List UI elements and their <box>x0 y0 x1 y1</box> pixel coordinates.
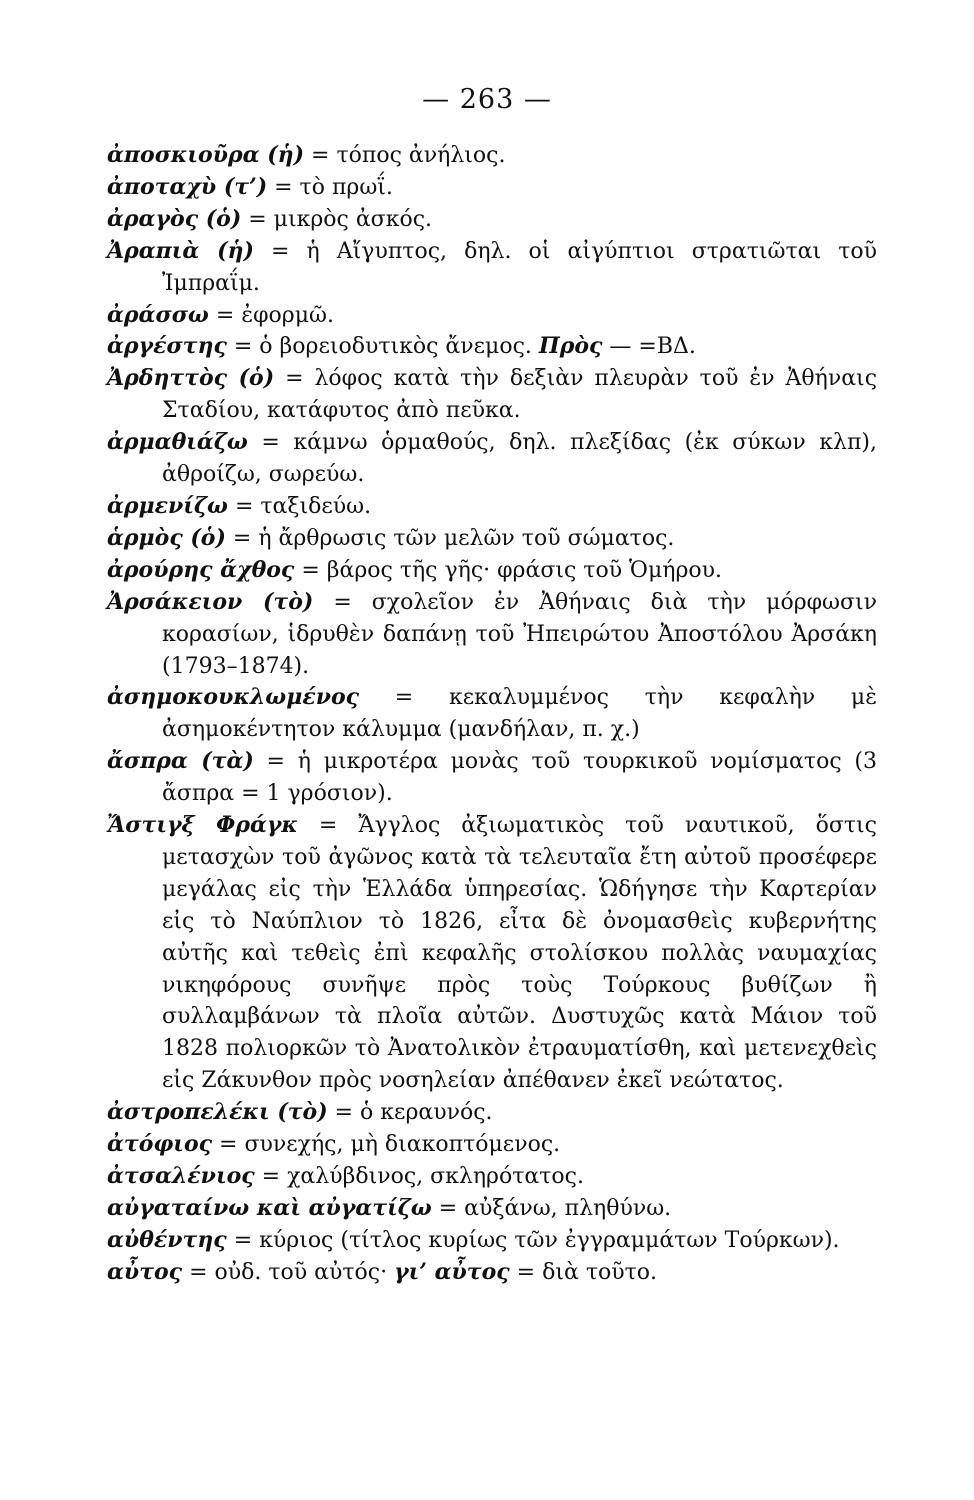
dictionary-entry <box>107 363 877 427</box>
dictionary-entry <box>107 555 877 587</box>
headword: ἀρμαθιάζω <box>107 429 248 456</box>
page-number: — 263 — <box>422 84 552 115</box>
definition: = τὸ πρωΐ. <box>274 174 393 200</box>
dictionary-entry <box>107 1129 877 1161</box>
definition: = σχολεῖον ἐν Ἀθήναις διὰ τὴν μόρφωσιν κορασίων, ἱδρυθὲν δαπάνῃ τοῦ Ἠπειρώτου Ἀποστόλου Ἀρσάκη (1793–1874). <box>162 589 877 679</box>
dictionary-entry <box>107 300 877 332</box>
headword: ἀρούρης ἄχθος <box>107 556 295 583</box>
dictionary-entry <box>107 172 877 204</box>
definition: = κάμνω ὁρμαθούς, δηλ. πλεξίδας (ἐκ σύκων κλπ), ἀθροίζω, σωρεύω. <box>162 430 877 488</box>
definition: = ταξιδεύω. <box>234 493 372 519</box>
dictionary-entries <box>107 140 877 1289</box>
headword: ἁρμὸς (ὁ) <box>107 524 226 551</box>
dictionary-entry <box>107 491 877 523</box>
definition: = αὐξάνω, πληθύνω. <box>438 1195 672 1221</box>
dictionary-entry <box>107 810 877 1097</box>
headword: ἄσπρα (τὰ) <box>107 748 254 775</box>
dictionary-entry <box>107 682 877 746</box>
dictionary-entry <box>107 1257 877 1289</box>
definition: = ὁ βορειοδυτικὸς ἄνεμος. <box>233 334 532 360</box>
definition: = χαλύβδινος, σκληρότατος. <box>261 1164 584 1189</box>
definition: = τόπος ἀνήλιος. <box>311 143 506 168</box>
definition: = κύριος (τίτλος κυρίως τῶν ἐγγραμμάτων Τούρκων). <box>233 1227 840 1253</box>
sub-definition: — =ΒΔ. <box>609 334 696 360</box>
definition: = κεκαλυμμένος τὴν κεφαλὴν μὲ ἀσημοκέντητον κάλυμμα (μανδήλαν, π. χ.) <box>162 685 877 743</box>
headword: ἀποσκιοῦρα (ἡ) <box>107 142 305 168</box>
dictionary-entry <box>107 204 877 236</box>
sub-headword: Πρὸς <box>538 333 603 360</box>
dictionary-entry <box>107 1161 877 1193</box>
headword: ἀτσαλένιος <box>107 1163 255 1189</box>
headword: ἀποταχὺ (τ’) <box>107 173 268 200</box>
definition: = συνεχής, μὴ διακοπτόμενος. <box>219 1132 561 1158</box>
headword: Ἀρδηττὸς (ὁ) <box>107 365 275 392</box>
headword: ἀτόφιος <box>107 1131 213 1158</box>
definition: = ἡ ἄρθρωσις τῶν μελῶν τοῦ σώματος. <box>232 525 675 551</box>
headword: αὐγαταίνω καὶ αὐγατίζω <box>107 1194 432 1221</box>
definition: = οὐδ. τοῦ αὐτός· <box>189 1259 388 1285</box>
dictionary-entry <box>107 523 877 555</box>
definition: = ἐφορμῶ. <box>215 302 334 328</box>
headword: αὖτος <box>107 1258 183 1285</box>
definition: = μικρὸς ἀσκός. <box>248 206 433 232</box>
dictionary-entry <box>107 331 877 363</box>
dictionary-entry <box>107 746 877 810</box>
dictionary-entry <box>107 236 877 300</box>
headword: Ἀρσάκειον (τὸ) <box>107 588 314 615</box>
headword: ἀράσσω <box>107 301 209 328</box>
definition: = λόφος κατὰ τὴν δεξιὰν πλευρὰν τοῦ ἐν Ἀθήναις Σταδίου, κατάφυτος ἀπὸ πεῦκα. <box>162 366 878 424</box>
sub-headword: γι’ αὖτος <box>394 1258 510 1285</box>
definition: = βάρος τῆς γῆς· φράσις τοῦ Ὁμήρου. <box>301 557 722 583</box>
headword: ἀραγὸς (ὁ) <box>107 205 242 232</box>
dictionary-entry <box>107 587 877 683</box>
definition: = Ἄγγλος ἀξιωματικὸς τοῦ ναυτικοῦ, ὅστις μετασχὼν τοῦ ἀγῶνος κατὰ τὰ τελευταῖα ἔτη αὐτοῦ προσέφερε μεγάλας εἰς τὴν Ἑλλάδα ὑπηρεσίας. Ὡδήγησε τὴν Καρτερίαν εἰς τὸ Ναύπλιον τὸ 1826, εἶτα δὲ ὀνομασθεὶς κυβερνήτης αὐτῆς καὶ τεθεὶς ἐπὶ κεφαλῆς στολίσκου πολλὰς ναυμαχίας νικηφόρους συνῆψε πρὸς τοὺς Τούρκους βυθίζων ἢ συλλαμβάνων τὰ πλοῖα αὐτῶν. Δυστυχῶς κατὰ Μάιον τοῦ 1828 πολιορκῶν τὸ Ἀνατολικὸν ἐτραυματίσθη, καὶ μετενεχθεὶς εἰς Ζάκυνθον πρὸς νοσηλείαν ἀπέθανεν ἐκεῖ νεώτατος. <box>162 813 878 1094</box>
headword: ἀστροπελέκι (τὸ) <box>107 1099 328 1126</box>
headword: ἀργέστης <box>107 333 227 360</box>
definition: = ὁ κεραυνός. <box>334 1100 493 1126</box>
dictionary-entry <box>107 1193 877 1225</box>
definition: = ἡ μικροτέρα μονὰς τοῦ τουρκικοῦ νομίσματος (3 ἄσπρα = 1 γρόσιον). <box>162 749 877 807</box>
dictionary-entry <box>107 1097 877 1129</box>
headword: Ἀραπιὰ (ἡ) <box>107 237 254 264</box>
dictionary-entry <box>107 1225 877 1257</box>
headword: ἀσημοκουκλωμένος <box>107 684 360 711</box>
sub-definition: = διὰ τοῦτο. <box>516 1259 658 1285</box>
dictionary-entry <box>107 427 877 491</box>
headword: αὐθέντης <box>107 1226 227 1253</box>
definition: = ἡ Αἴγυπτος, δηλ. οἱ αἰγύπτιοι στρατιῶται τοῦ Ἰμπραΐμ. <box>162 238 877 296</box>
headword: Ἄστιγξ Φράγκ <box>107 812 298 839</box>
dictionary-entry <box>107 140 877 172</box>
headword: ἀρμενίζω <box>107 492 228 519</box>
